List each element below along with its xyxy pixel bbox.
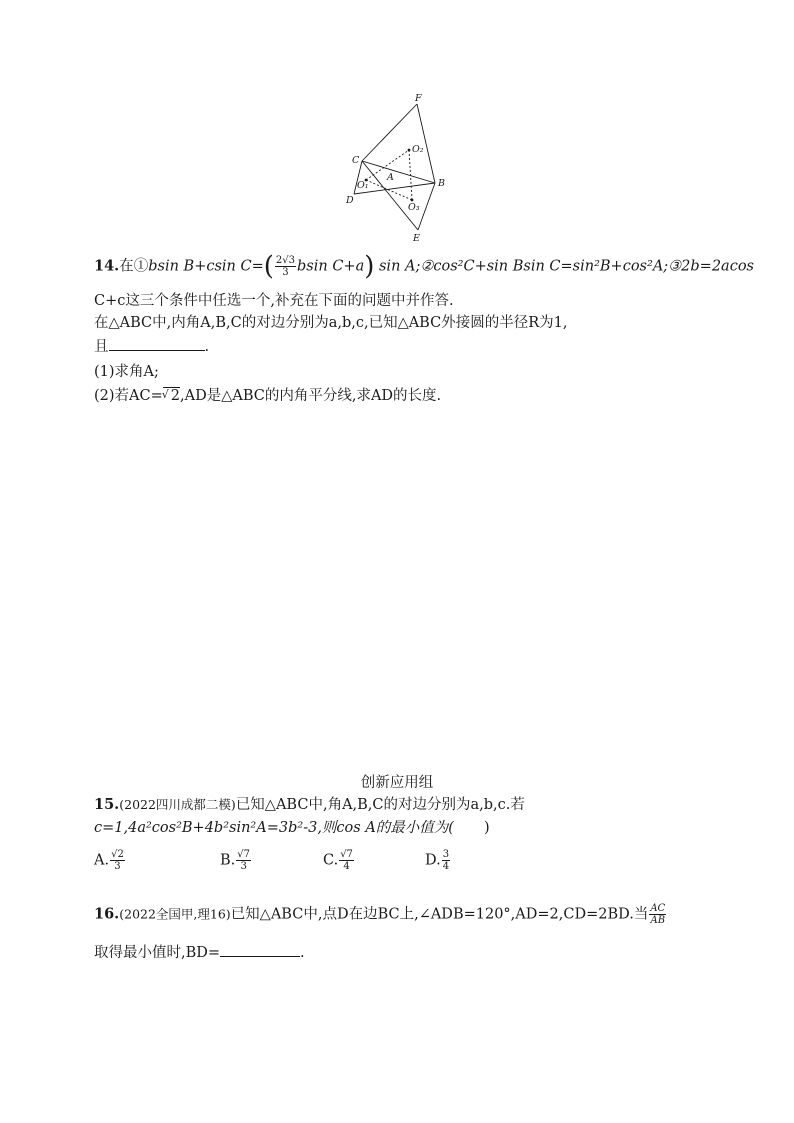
edge-CB <box>362 161 435 183</box>
q14-part1: (1)求角A; <box>94 364 159 380</box>
q15-number: 15. <box>94 796 120 813</box>
label-O1: O₁ <box>357 180 369 191</box>
q14-line4: 且 . <box>94 336 209 357</box>
answer-blank[interactable] <box>220 942 300 957</box>
geometry-figure <box>330 90 460 245</box>
label-C: C <box>352 155 360 166</box>
answer-blank[interactable] <box>109 336 205 351</box>
section-title: 创新应用组 <box>360 775 434 791</box>
q15-option-b[interactable]: B. $\frac{√7}{3}$ <box>220 849 250 872</box>
edge-CF <box>362 104 417 161</box>
edge-EB <box>418 183 435 230</box>
q15-line2: c=1,4a²cos²B+4b²sin²A=3b²-3,则cos A的最小值为( ) <box>94 820 490 836</box>
q15-option-c[interactable]: C. $\frac{√7}{4}$ <box>323 849 353 872</box>
q16-line1: 16.(2022全国甲,理16)已知△ABC中,点D在边BC上,∠ADB=120°,AD=2,CD=2BD.当 $\frac{AC}{AB}$ <box>94 903 666 926</box>
label-E: E <box>413 233 420 244</box>
q14-line3: 在△ABC中,内角A,B,C的对边分别为a,b,c,已知△ABC外接圆的半径R为1, <box>94 315 568 331</box>
q14-line2: C+c这三个条件中任选一个,补充在下面的问题中并作答. <box>94 293 454 309</box>
label-O2: O₂ <box>412 144 424 155</box>
label-O3: O₃ <box>408 202 420 213</box>
q15-line1: 15.(2022四川成都二模)已知△ABC中,角A,B,C的对边分别为a,b,c.若 <box>94 796 525 813</box>
label-B: B <box>438 178 445 189</box>
q15-option-a[interactable]: A. $\frac{√2}{3}$ <box>94 849 124 872</box>
q14-line1: 14.在①bsin B+csin C=( $\frac{2√3}{3}$ bsin C+a) sin A;②cos²C+sin Bsin C=sin²B+cos²A;③2b=2acos <box>94 251 754 282</box>
q16-line2: 取得最小值时,BD= . <box>94 942 305 963</box>
q14-part2: (2)若AC=√ 2,AD是△ABC的内角平分线,求AD的长度. <box>94 386 441 406</box>
label-F: F <box>415 93 422 104</box>
q15-option-d[interactable]: D. $\frac{3}{4}$ <box>425 849 450 872</box>
dash-O1-O3 <box>366 180 412 200</box>
label-A: A <box>387 172 394 183</box>
q16-number: 16. <box>94 905 120 923</box>
q14-fraction: $\frac{2√3}{3}$ <box>275 255 296 278</box>
label-D: D <box>346 195 354 206</box>
q14-number: 14. <box>94 257 120 275</box>
